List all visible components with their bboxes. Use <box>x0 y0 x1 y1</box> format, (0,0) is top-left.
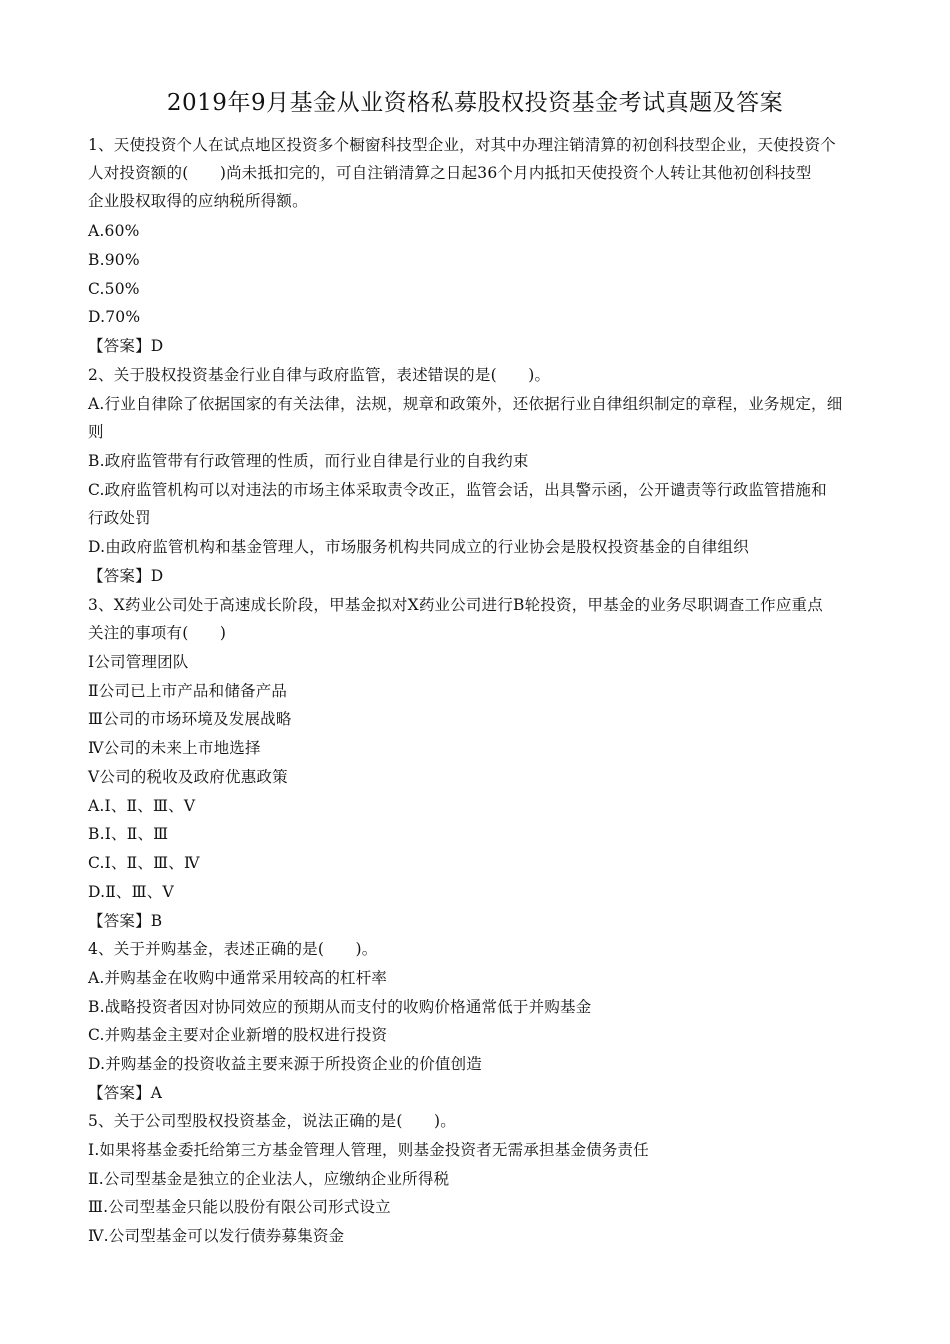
q2-answer: 【答案】D <box>88 567 164 585</box>
q3-item-4: Ⅳ公司的未来上市地选择 <box>88 739 261 757</box>
q3-answer: 【答案】B <box>88 912 163 930</box>
q4-option-b: B.战略投资者因对协同效应的预期从而支付的收购价格通常低于并购基金 <box>88 998 592 1016</box>
q1-option-c: C.50% <box>88 280 140 298</box>
q3-stem-line-1: 3、X药业公司处于高速成长阶段，甲基金拟对X药业公司进行B轮投资，甲基金的业务尽职调查工作应重点 <box>88 596 823 614</box>
q5-item-3: Ⅲ.公司型基金只能以股份有限公司形式设立 <box>88 1198 391 1216</box>
q2-option-c-line-1: C.政府监管机构可以对违法的市场主体采取责令改正，监管会话，出具警示函，公开谴责等行政监管措施和 <box>88 481 827 499</box>
q1-option-d: D.70% <box>88 308 141 326</box>
q1-stem-line-1: 1、天使投资个人在试点地区投资多个橱窗科技型企业，对其中办理注销清算的初创科技型企业，天使投资个 <box>88 136 836 154</box>
q4-option-d: D.并购基金的投资收益主要来源于所投资企业的价值创造 <box>88 1055 483 1073</box>
q5-stem: 5、关于公司型股权投资基金，说法正确的是( )。 <box>88 1112 456 1130</box>
q4-option-c: C.并购基金主要对企业新增的股权进行投资 <box>88 1026 388 1044</box>
q4-answer: 【答案】A <box>88 1084 163 1102</box>
q2-option-a-line-2: 则 <box>88 423 104 441</box>
document-title: 2019年9月基金从业资格私募股权投资基金考试真题及答案 <box>166 90 784 116</box>
q4-stem: 4、关于并购基金，表述正确的是( )。 <box>88 940 378 958</box>
q2-option-c-line-2: 行政处罚 <box>88 509 151 527</box>
q5-item-2: Ⅱ.公司型基金是独立的企业法人，应缴纳企业所得税 <box>88 1170 450 1188</box>
q3-item-1: Ⅰ公司管理团队 <box>88 653 189 671</box>
q2-option-a-line-1: A.行业自律除了依据国家的有关法律，法规，规章和政策外，还依据行业自律组织制定的章程，业务规定，细 <box>88 395 843 413</box>
q2-option-d: D.由政府监管机构和基金管理人，市场服务机构共同成立的行业协会是股权投资基金的自律组织 <box>88 538 749 556</box>
q5-item-4: Ⅳ.公司型基金可以发行债券募集资金 <box>88 1227 345 1245</box>
q2-option-b: B.政府监管带有行政管理的性质，而行业自律是行业的自我约束 <box>88 452 529 470</box>
q3-option-c: C.Ⅰ、Ⅱ、Ⅲ、Ⅳ <box>88 854 200 872</box>
q1-stem-line-3: 企业股权取得的应纳税所得额。 <box>88 192 308 210</box>
q2-stem: 2、关于股权投资基金行业自律与政府监管，表述错误的是( )。 <box>88 366 551 384</box>
q3-item-3: Ⅲ公司的市场环境及发展战略 <box>88 710 292 728</box>
q3-item-2: Ⅱ公司已上市产品和储备产品 <box>88 682 288 700</box>
q3-item-5: Ⅴ公司的税收及政府优惠政策 <box>88 768 288 786</box>
q1-option-a: A.60% <box>88 222 140 240</box>
q5-item-1: Ⅰ.如果将基金委托给第三方基金管理人管理，则基金投资者无需承担基金债务责任 <box>88 1141 649 1159</box>
q3-option-b: B.Ⅰ、Ⅱ、Ⅲ <box>88 825 169 843</box>
q1-stem-line-2: 人对投资额的( )尚未抵扣完的，可自注销清算之日起36个月内抵扣天使投资个人转让其他初创科技型 <box>88 164 812 182</box>
q3-stem-line-2: 关注的事项有( ) <box>88 624 227 642</box>
q4-option-a: A.并购基金在收购中通常采用较高的杠杆率 <box>88 969 388 987</box>
q1-answer: 【答案】D <box>88 337 164 355</box>
q3-option-a: A.Ⅰ、Ⅱ、Ⅲ、Ⅴ <box>88 797 196 815</box>
q1-option-b: B.90% <box>88 251 140 269</box>
q3-option-d: D.Ⅱ、Ⅲ、Ⅴ <box>88 883 174 901</box>
